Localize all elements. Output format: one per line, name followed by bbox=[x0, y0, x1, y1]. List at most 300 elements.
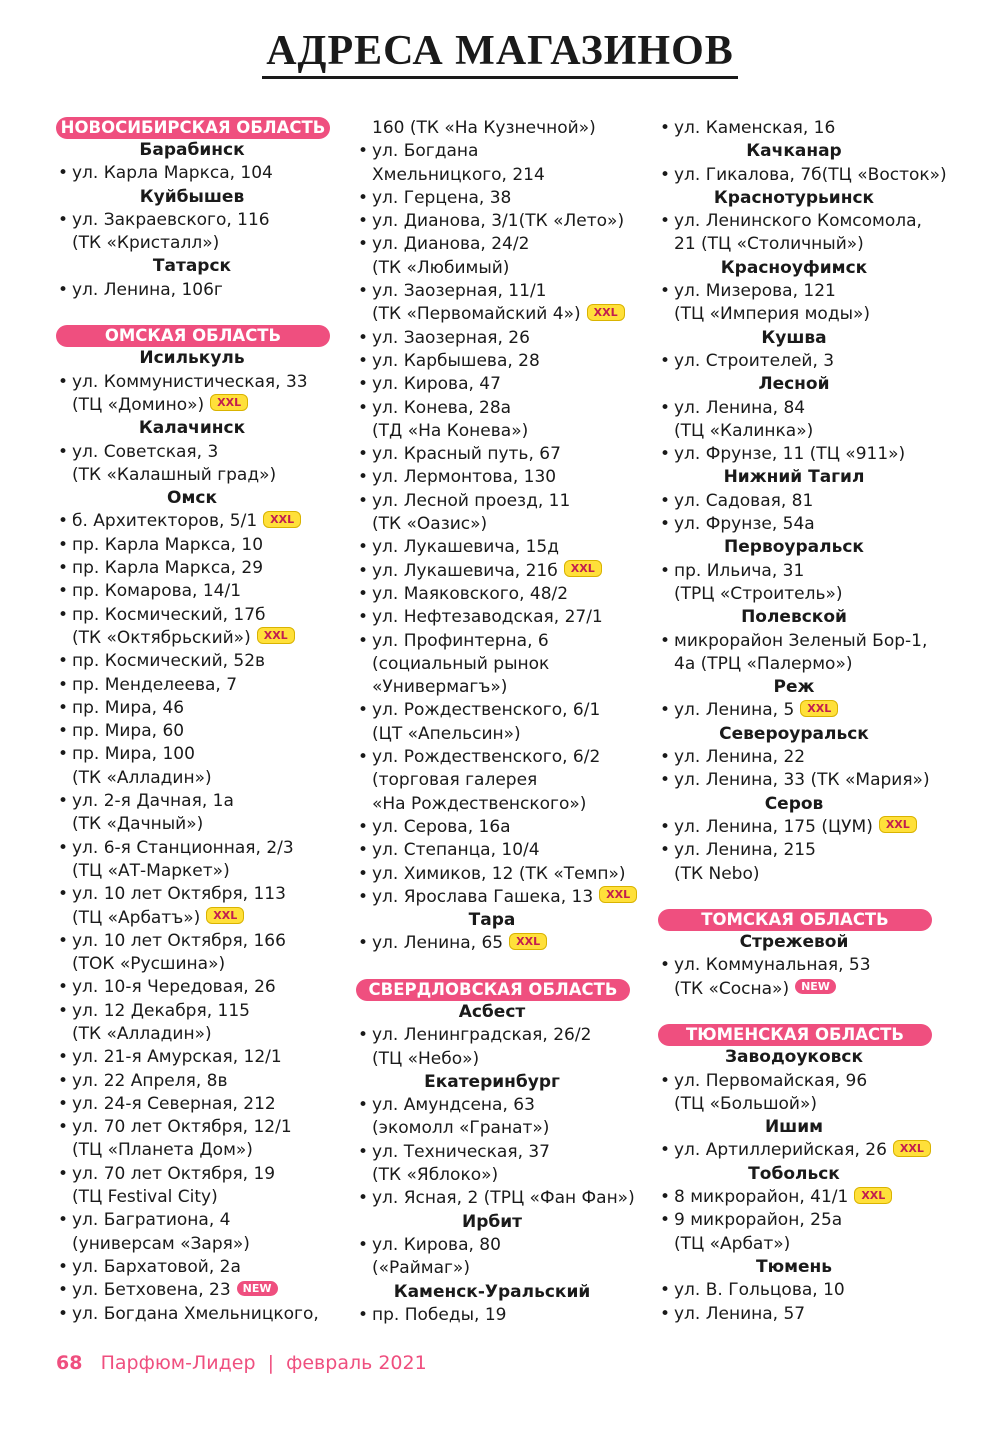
address-text: пр. Ильича, 31 bbox=[674, 560, 805, 581]
address-text: 9 микрорайон, 25а bbox=[674, 1210, 843, 1231]
address-text: ул. Дианова, 3/1(ТК «Лето») bbox=[372, 211, 625, 232]
address-item bbox=[56, 650, 336, 673]
address-item bbox=[56, 1303, 336, 1326]
city-heading: Североуральск bbox=[719, 723, 869, 744]
address-text: (экомолл «Гранат») bbox=[372, 1118, 550, 1139]
address-text: ул. Дианова, 24/2 bbox=[372, 234, 530, 255]
city-heading: Серов bbox=[764, 793, 824, 814]
address-text: ул. Лукашевича, 15д bbox=[372, 537, 559, 558]
column-3 bbox=[658, 117, 947, 1326]
address-item bbox=[56, 1256, 336, 1279]
address-text: (ТК «Оазис») bbox=[372, 514, 488, 535]
city-heading: Исилькуль bbox=[139, 348, 245, 369]
address-text: ул. 10 лет Октября, 166 bbox=[72, 930, 286, 951]
address-text: ул. Лермонтова, 130 bbox=[372, 467, 557, 488]
address-item bbox=[56, 720, 336, 743]
address-continuation bbox=[56, 907, 336, 930]
city-heading: Качканар bbox=[746, 141, 842, 162]
city-heading: Нижний Тагил bbox=[723, 467, 865, 488]
address-item bbox=[658, 164, 947, 187]
address-text: (ТЦ «Арбат») bbox=[674, 1233, 791, 1254]
address-item bbox=[56, 279, 336, 302]
xxl-badge: XXL bbox=[879, 816, 917, 833]
address-text: ул. Советская, 3 bbox=[72, 441, 219, 462]
address-text: ул. Фрунзе, 11 (ТЦ «911») bbox=[674, 444, 906, 465]
address-item bbox=[56, 1070, 336, 1093]
city-heading: Стрежевой bbox=[739, 932, 849, 953]
city-heading: Барабинск bbox=[139, 140, 245, 160]
address-continuation bbox=[56, 860, 336, 883]
address-item bbox=[658, 280, 938, 303]
address-text: ул. 21-я Амурская, 12/1 bbox=[72, 1047, 282, 1068]
address-continuation bbox=[658, 233, 938, 256]
address-text: (ТК «Алладин») bbox=[72, 767, 212, 788]
address-item bbox=[56, 1093, 336, 1116]
page-footer bbox=[56, 1352, 427, 1374]
city-heading: Асбест bbox=[458, 1001, 526, 1022]
address-item bbox=[356, 1304, 636, 1327]
address-text: ул. Закраевского, 116 bbox=[72, 209, 270, 230]
address-text: 160 (ТК «На Кузнечной») bbox=[372, 118, 596, 138]
address-text: (ЦТ «Апельсин») bbox=[372, 723, 521, 744]
address-text: пр. Комарова, 14/1 bbox=[72, 581, 242, 602]
address-continuation bbox=[56, 232, 336, 255]
address-text: ул. Ясная, 2 (ТРЦ «Фан Фан») bbox=[372, 1188, 635, 1209]
address-item bbox=[658, 210, 938, 233]
address-text: ул. Химиков, 12 (ТК «Темп») bbox=[372, 863, 626, 884]
city-heading: Каменск-Уральский bbox=[393, 1281, 591, 1302]
xxl-badge: XXL bbox=[599, 886, 637, 903]
xxl-badge: XXL bbox=[257, 627, 295, 644]
address-item bbox=[356, 630, 636, 653]
address-text: 4а (ТРЦ «Палермо») bbox=[674, 653, 853, 674]
address-text: (ТК «Октябрьский») bbox=[72, 627, 251, 648]
column-1 bbox=[56, 117, 336, 1326]
address-item bbox=[356, 187, 636, 210]
city-heading: Татарск bbox=[152, 256, 232, 277]
address-text: пр. Мира, 100 bbox=[72, 744, 195, 765]
address-item bbox=[356, 280, 636, 303]
address-text: пр. Победы, 19 bbox=[372, 1304, 507, 1325]
xxl-badge: XXL bbox=[893, 1140, 931, 1157]
address-item bbox=[56, 510, 336, 533]
address-item bbox=[56, 534, 336, 557]
city-heading: Тобольск bbox=[748, 1163, 840, 1184]
address-item bbox=[356, 839, 636, 862]
address-item bbox=[56, 209, 336, 232]
address-text: (ТЦ «Небо») bbox=[372, 1048, 480, 1069]
spacer bbox=[658, 1001, 938, 1024]
address-text: ул. Коммунальная, 53 bbox=[674, 955, 871, 976]
address-text: ул. Каменская, 16 bbox=[674, 118, 836, 138]
new-badge: NEW bbox=[237, 1281, 278, 1296]
city-heading: Екатеринбург bbox=[424, 1071, 560, 1092]
address-text: ул. Лесной проезд, 11 bbox=[372, 490, 571, 511]
address-text: (ТК «Кристалл») bbox=[72, 233, 220, 254]
address-continuation bbox=[658, 1233, 938, 1256]
address-text: ул. Бархатовой, 2а bbox=[72, 1256, 241, 1277]
address-item bbox=[356, 1141, 636, 1164]
region-header: СВЕРДЛОВСКАЯ ОБЛАСТЬ bbox=[356, 979, 630, 1001]
city-heading: Реж bbox=[773, 677, 815, 698]
address-text: ул. Кирова, 47 bbox=[372, 374, 501, 395]
address-item bbox=[56, 976, 336, 999]
city-heading: Калачинск bbox=[138, 418, 246, 439]
address-text: ул. Заозерная, 11/1 bbox=[372, 281, 547, 302]
address-continuation bbox=[356, 420, 636, 443]
address-item bbox=[356, 816, 636, 839]
address-text: (ТК «Яблоко») bbox=[372, 1165, 499, 1186]
address-item bbox=[658, 1070, 938, 1093]
address-text: ул. Ленина, 65 bbox=[372, 933, 504, 954]
address-item bbox=[356, 699, 636, 722]
address-item bbox=[56, 743, 336, 766]
address-continuation bbox=[658, 653, 938, 676]
address-text: ул. Серова, 16а bbox=[372, 816, 511, 837]
address-text: ул. Степанца, 10/4 bbox=[372, 840, 540, 861]
city-heading: Ишим bbox=[764, 1117, 824, 1138]
address-text: ул. Герцена, 38 bbox=[372, 187, 512, 208]
address-text: ул. Карбышева, 28 bbox=[372, 350, 540, 371]
address-text: пр. Карла Маркса, 29 bbox=[72, 558, 264, 579]
address-continuation bbox=[356, 1117, 636, 1140]
address-item bbox=[56, 790, 336, 813]
address-item bbox=[56, 1116, 336, 1139]
city-heading: Омск bbox=[167, 488, 217, 509]
address-item bbox=[658, 1209, 938, 1232]
address-item bbox=[56, 1163, 336, 1186]
address-continuation bbox=[56, 767, 336, 790]
address-item bbox=[658, 699, 938, 722]
address-text: ул. Ленина, 84 bbox=[674, 397, 806, 418]
address-text: («Раймаг») bbox=[372, 1258, 470, 1279]
address-text: ул. Профинтерна, 6 bbox=[372, 630, 549, 651]
address-continuation bbox=[356, 303, 636, 326]
address-text: «На Рождественского») bbox=[372, 793, 587, 814]
address-continuation bbox=[56, 464, 336, 487]
address-text: ул. 70 лет Октября, 19 bbox=[72, 1163, 276, 1184]
city-heading: Тара bbox=[468, 910, 516, 931]
address-item bbox=[658, 746, 938, 769]
address-continuation bbox=[56, 1023, 336, 1046]
address-item bbox=[356, 443, 636, 466]
address-text: (ТЦ «Арбатъ») bbox=[72, 907, 201, 928]
xxl-badge: XXL bbox=[509, 933, 547, 950]
address-continuation bbox=[56, 1186, 336, 1209]
address-item bbox=[356, 466, 636, 489]
new-badge: NEW bbox=[795, 979, 836, 994]
address-item bbox=[356, 863, 636, 886]
address-text: «Универмагъ») bbox=[372, 677, 508, 698]
address-text: (ТОК «Русшина») bbox=[72, 954, 226, 975]
address-item bbox=[356, 606, 636, 629]
city-heading: Лесной bbox=[758, 374, 830, 395]
address-item bbox=[658, 443, 938, 466]
address-item bbox=[356, 1024, 636, 1047]
address-item bbox=[658, 816, 938, 839]
city-heading: Краснотурьинск bbox=[713, 187, 875, 208]
address-text: ул. Садовая, 81 bbox=[674, 490, 814, 511]
address-text: (ТК Nebo) bbox=[674, 863, 760, 884]
region-header: ТОМСКАЯ ОБЛАСТЬ bbox=[658, 909, 932, 931]
address-item bbox=[356, 886, 636, 909]
address-continuation bbox=[658, 978, 938, 1001]
address-item bbox=[356, 1187, 636, 1210]
address-item bbox=[356, 932, 636, 955]
address-text: ул. 10 лет Октября, 113 bbox=[72, 884, 286, 905]
address-text: ул. Ленина, 175 (ЦУМ) bbox=[674, 816, 873, 837]
address-continuation bbox=[356, 723, 636, 746]
page-title-wrap bbox=[0, 28, 1000, 79]
address-item bbox=[356, 560, 636, 583]
address-item bbox=[56, 883, 336, 906]
address-text: ул. Амундсена, 63 bbox=[372, 1095, 535, 1116]
address-text: ул. 6-я Станционная, 2/3 bbox=[72, 837, 294, 858]
address-continuation bbox=[658, 1093, 938, 1116]
address-text: ул. Ленина, 33 (ТК «Мария») bbox=[674, 770, 930, 791]
address-text: 8 микрорайон, 41/1 bbox=[674, 1187, 849, 1208]
address-item bbox=[56, 1279, 336, 1302]
address-item bbox=[356, 1234, 636, 1257]
address-continuation bbox=[56, 1233, 336, 1256]
address-text: (ТК «Первомайский 4») bbox=[372, 304, 581, 325]
address-continuation bbox=[356, 793, 636, 816]
address-text: (ТК «Алладин») bbox=[72, 1023, 212, 1044]
address-text: ул. Рождественского, 6/1 bbox=[372, 700, 601, 721]
address-item bbox=[356, 350, 636, 373]
city-heading: Красноуфимск bbox=[720, 257, 868, 278]
address-text: (ТРЦ «Строитель») bbox=[674, 583, 843, 604]
issue-date: февраль 2021 bbox=[286, 1352, 427, 1374]
city-heading: Полевской bbox=[741, 607, 847, 628]
address-item bbox=[56, 1000, 336, 1023]
address-text: ул. Бетховена, 23 bbox=[72, 1280, 231, 1301]
address-continuation bbox=[356, 769, 636, 792]
address-continuation bbox=[356, 1257, 636, 1280]
address-text: (ТК «Калашный град») bbox=[72, 464, 277, 485]
address-text: ул. Техническая, 37 bbox=[372, 1141, 551, 1162]
spacer bbox=[356, 956, 636, 979]
address-item bbox=[56, 697, 336, 720]
address-text: ул. 70 лет Октября, 12/1 bbox=[72, 1117, 292, 1138]
xxl-badge: XXL bbox=[800, 700, 838, 717]
address-text: пр. Мира, 60 bbox=[72, 721, 185, 742]
address-text: пр. Космический, 52в bbox=[72, 651, 266, 672]
address-continuation bbox=[356, 164, 636, 187]
region-header: НОВОСИБИРСКАЯ ОБЛАСТЬ bbox=[56, 117, 330, 139]
address-item bbox=[356, 373, 636, 396]
address-item bbox=[658, 954, 938, 977]
address-text: Хмельницкого, 214 bbox=[372, 164, 545, 185]
address-item bbox=[56, 930, 336, 953]
address-item bbox=[658, 560, 938, 583]
address-item bbox=[658, 397, 938, 420]
address-text: (ТЦ «Планета Дом») bbox=[72, 1140, 253, 1161]
address-text: ул. Багратиона, 4 bbox=[72, 1210, 231, 1231]
address-text: ул. Ленинского Комсомола, bbox=[674, 211, 922, 232]
address-text: ул. Рождественского, 6/2 bbox=[372, 747, 601, 768]
address-item bbox=[56, 604, 336, 627]
xxl-badge: XXL bbox=[263, 511, 301, 528]
address-text: ул. Ленинградская, 26/2 bbox=[372, 1025, 592, 1046]
address-text: ул. Кирова, 80 bbox=[372, 1234, 501, 1255]
address-text: ул. В. Гольцова, 10 bbox=[674, 1280, 845, 1301]
address-item bbox=[356, 140, 636, 163]
address-continuation bbox=[658, 303, 938, 326]
address-text: ул. Заозерная, 26 bbox=[372, 327, 530, 348]
address-continuation bbox=[356, 1164, 636, 1187]
spacer bbox=[658, 886, 938, 909]
address-item bbox=[356, 490, 636, 513]
region-header: ТЮМЕНСКАЯ ОБЛАСТЬ bbox=[658, 1024, 932, 1046]
city-heading: Кушва bbox=[761, 327, 827, 348]
address-item bbox=[56, 441, 336, 464]
address-text: пр. Менделеева, 7 bbox=[72, 674, 238, 695]
address-text: (торговая галерея bbox=[372, 770, 538, 791]
address-item bbox=[658, 839, 938, 862]
address-text: (универсам «Заря») bbox=[72, 1233, 250, 1254]
address-item bbox=[356, 210, 636, 233]
address-text: (ТК «Сосна») bbox=[674, 978, 790, 999]
address-item bbox=[658, 630, 938, 653]
address-item bbox=[356, 397, 636, 420]
city-heading: Куйбышев bbox=[139, 186, 245, 207]
address-item bbox=[56, 371, 336, 394]
address-text: пр. Карла Маркса, 10 bbox=[72, 534, 264, 555]
address-continuation bbox=[658, 583, 938, 606]
address-item bbox=[356, 233, 636, 256]
address-text: ул. Коммунистическая, 33 bbox=[72, 371, 308, 392]
address-item bbox=[356, 536, 636, 559]
address-item bbox=[56, 162, 336, 185]
address-continuation bbox=[356, 676, 636, 699]
address-continuation bbox=[56, 1139, 336, 1162]
address-item bbox=[56, 674, 336, 697]
address-item bbox=[658, 1303, 938, 1326]
address-item bbox=[56, 1046, 336, 1069]
address-text: ул. Лукашевича, 21б bbox=[372, 560, 558, 581]
address-text: ул. 2-я Дачная, 1а bbox=[72, 791, 234, 812]
address-text: ул. Красный путь, 67 bbox=[372, 444, 561, 465]
address-item bbox=[658, 513, 938, 536]
address-item bbox=[658, 1279, 938, 1302]
address-item bbox=[658, 350, 938, 373]
address-item bbox=[56, 557, 336, 580]
xxl-badge: XXL bbox=[587, 304, 625, 321]
address-item bbox=[658, 1139, 938, 1162]
address-text: ул. Богдана Хмельницкого, bbox=[72, 1303, 319, 1324]
address-continuation bbox=[658, 420, 938, 443]
address-text: ул. Ленина, 5 bbox=[674, 700, 795, 721]
address-item bbox=[658, 1186, 938, 1209]
address-item bbox=[356, 327, 636, 350]
address-text: (ТК «Любимый) bbox=[372, 257, 510, 278]
address-text: ул. Конева, 28а bbox=[372, 397, 512, 418]
city-heading: Заводоуковск bbox=[724, 1047, 864, 1068]
address-text: ул. Маяковского, 48/2 bbox=[372, 583, 569, 604]
address-text: ул. Карла Маркса, 104 bbox=[72, 163, 273, 184]
address-text: (ТЦ «Большой») bbox=[674, 1093, 818, 1114]
address-text: пр. Космический, 17б bbox=[72, 604, 266, 625]
address-text: ул. Ярослава Гашека, 13 bbox=[372, 886, 594, 907]
xxl-badge: XXL bbox=[564, 560, 602, 577]
address-text: (ТЦ «Калинка») bbox=[674, 420, 814, 441]
address-text: (ТЦ Festival City) bbox=[72, 1187, 218, 1208]
address-text: ул. 22 Апреля, 8в bbox=[72, 1070, 228, 1091]
address-text: ул. Строителей, 3 bbox=[674, 350, 835, 371]
spacer bbox=[56, 302, 336, 325]
city-heading: Тюмень bbox=[755, 1256, 833, 1277]
address-item bbox=[356, 583, 636, 606]
address-item bbox=[56, 837, 336, 860]
magazine-name: Парфюм-Лидер bbox=[100, 1352, 256, 1374]
address-text: пр. Мира, 46 bbox=[72, 697, 185, 718]
address-continuation bbox=[356, 1048, 636, 1071]
address-continuation bbox=[56, 394, 336, 417]
address-text: ул. Фрунзе, 54а bbox=[674, 514, 815, 535]
address-text: ул. Ленина, 22 bbox=[674, 747, 806, 768]
address-continuation bbox=[658, 863, 938, 886]
address-text: б. Архитекторов, 5/1 bbox=[72, 511, 258, 532]
page-number: 68 bbox=[56, 1352, 83, 1374]
address-text: ул. Ленина, 106г bbox=[72, 279, 223, 300]
address-item bbox=[658, 117, 938, 140]
address-text: ул. 24-я Северная, 212 bbox=[72, 1093, 276, 1114]
address-text: (социальный рынок bbox=[372, 653, 550, 674]
address-text: ул. Гикалова, 7б(ТЦ «Восток») bbox=[674, 164, 947, 185]
address-continuation bbox=[56, 627, 336, 650]
address-item bbox=[658, 490, 938, 513]
column-2 bbox=[356, 117, 636, 1327]
city-heading: Первоуральск bbox=[724, 537, 864, 558]
address-text: ул. 10-я Чередовая, 26 bbox=[72, 977, 276, 998]
address-text: ул. Первомайская, 96 bbox=[674, 1070, 868, 1091]
xxl-badge: XXL bbox=[206, 907, 244, 924]
address-text: 21 (ТЦ «Столичный») bbox=[674, 234, 864, 255]
address-text: (ТК «Дачный») bbox=[72, 814, 204, 835]
address-continuation bbox=[56, 813, 336, 836]
address-text: (ТЦ «Империя моды») bbox=[674, 304, 871, 325]
address-text: ул. Богдана bbox=[372, 141, 479, 162]
address-continuation bbox=[356, 653, 636, 676]
address-item bbox=[56, 1209, 336, 1232]
xxl-badge: XXL bbox=[210, 394, 248, 411]
address-continuation bbox=[356, 513, 636, 536]
address-text: ул. Ленина, 57 bbox=[674, 1303, 806, 1324]
address-item bbox=[658, 769, 938, 792]
xxl-badge: XXL bbox=[854, 1187, 892, 1204]
address-continuation bbox=[56, 953, 336, 976]
address-text: ул. Нефтезаводская, 27/1 bbox=[372, 607, 603, 628]
address-continuation bbox=[356, 117, 636, 140]
address-text: микрорайон Зеленый Бор-1, bbox=[674, 630, 928, 651]
address-text: ул. Мизерова, 121 bbox=[674, 281, 836, 302]
address-text: (ТД «На Конева») bbox=[372, 420, 529, 441]
address-text: ул. Артиллерийская, 26 bbox=[674, 1140, 887, 1161]
region-header: ОМСКАЯ ОБЛАСТЬ bbox=[56, 325, 330, 347]
address-text: ул. 12 Декабря, 115 bbox=[72, 1000, 250, 1021]
address-text: (ТЦ «АТ-Маркет») bbox=[72, 860, 230, 881]
address-continuation bbox=[356, 257, 636, 280]
footer-separator: | bbox=[267, 1352, 275, 1374]
address-text: (ТЦ «Домино») bbox=[72, 394, 205, 415]
address-item bbox=[56, 580, 336, 603]
city-heading: Ирбит bbox=[461, 1211, 523, 1232]
address-item bbox=[356, 1094, 636, 1117]
page-title: АДРЕСА МАГАЗИНОВ bbox=[262, 28, 738, 79]
address-text: ул. Ленина, 215 bbox=[674, 840, 816, 861]
address-item bbox=[356, 746, 636, 769]
